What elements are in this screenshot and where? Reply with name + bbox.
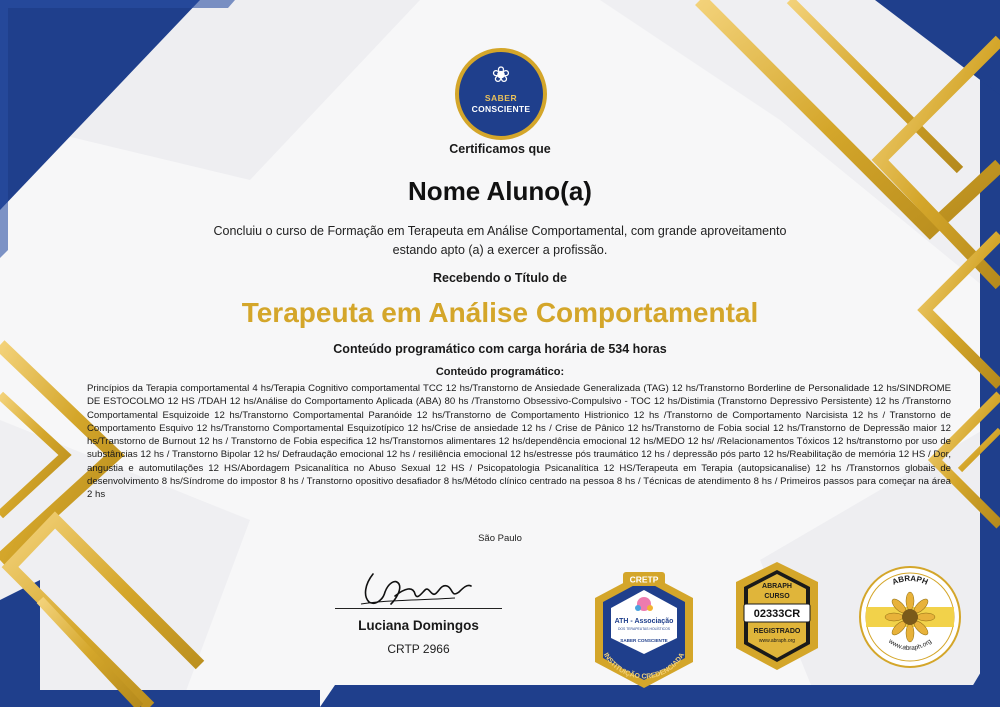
abraph-line1: ABRAPH [762,583,792,590]
receiving-title-label: Recebendo o Título de [432,271,568,285]
city-label: São Paulo [478,533,522,544]
logo-line1: SABER [484,93,518,103]
abraph-course-site: www.abraph.org [758,638,796,644]
program-content: Princípios da Terapia comportamental 4 hs/Terapia Cognitivo comportamental TCC 12 hs/Transtorno de Ansiedade Generalizada (TAG) 12 hs/Transtorno Borderline de Personalidade 12 hs/SINDROME DE ESTOCOLMO 12 HS /TDAH 12 hs/Análise do Comportamento Aplicada (ABA) 80 hs /Transtorno Obsessivo-Compulsivo - TOC 12 hs/Distimia (Transtorno Depressivo Persistente) 12 hs /Transtorno Comportamental Esquizoide 12 hs/Transtorno Comportamental Paranóide 12 hs/Transtorno de Comportamento Histrionico 12 hs /Transtorno de Comportamento Narcisista 12 hs / Transtorno de Comportamento Esquivo 12 hs/Transtorno Comportamental Esquizotípico 12 hs/Crise de ansiedade 12 hs / Crise de Pânico 12 hs/Transtorno de Fobia social 12 hs/Transtorno de Depressão maior 12 hs/Transtorno de Burnout 12 hs / Transtorno de Fobia especifica 12 hs/Transtornos alimentares 12 hs/dependência emocional 12 hs/MEDO 12 hs/ /Relacionamentos Tóxicos 12 hs/transtorno por uso de substâncias 12 hs / Transtorno Bipolar 12 hs/ Defraudação emocional 12 hs / resiliência emocional 12 hs/estresse pós traumático 12 hs / depressão pós parto 12 hs/Reabilitação de memória 12 HS / Dor, angustia e automutilações 12 HS/Abordagem Psicanalítica no Abuso Sexual 12 HS / Psicopatologia Psicanalítica 12 HS/Terapeuta em Terapia (autopsicanalise) 12 hs /Transtornos globais de desenvolvimento 8 hs/Síndrome do impostor 8 hs / Transtorno opositivo desafiador 8 hs/Método clínico centrado na pessoa 8 hs / Técnicas de atendimento 8 hs / Primeiros passos para começar na área 2 hs [87,383,951,501]
logo-line2: CONSCIENTE [471,104,531,114]
meditation-lotus-icon: ❀ [491,62,511,87]
cretp-credential-seal [585,568,703,692]
cretp-brand-text: SABER CONSCIENTE [620,638,668,643]
abraph-course-seal [730,560,825,672]
signer-name: Luciana Domingos [358,618,479,633]
cretp-arc-text: INSTITUIÇÃO CREDENCIADA [601,651,687,681]
cretp-top-text: CRETP [629,574,659,585]
cretp-assoc-sub: DOS TERAPEUTAS HOLÍSTICOS [617,627,671,631]
abraph-status: REGISTRADO [753,628,801,635]
cretp-assoc-text: ATH - Associação [614,618,674,625]
handwritten-signature [355,566,475,610]
program-heading: Conteúdo programático: [435,366,565,378]
abraph-course-code: 02333CR [753,608,801,620]
abraph-line2: CURSO [764,593,790,600]
abraph-round-seal [858,565,962,669]
conclusion-text: Concluiu o curso de Formação em Terapeuta em Análise Comportamental, com grande aproveitamento estando apto (a) a exercer a profissão. [213,224,787,257]
signature-line [335,608,502,609]
signer-registration: CRTP 2966 [387,642,450,656]
certificate-title: Terapeuta em Análise Comportamental [241,297,759,328]
saber-consciente-logo [455,48,547,140]
student-name: Nome Aluno(a) [408,176,592,206]
abraph-round-name: ABRAPH [890,573,930,587]
certificamos-label: Certificamos que [449,142,551,156]
workload-text: Conteúdo programático com carga horária de 534 horas [333,342,667,356]
abraph-round-site: www.abraph.org [887,637,933,652]
